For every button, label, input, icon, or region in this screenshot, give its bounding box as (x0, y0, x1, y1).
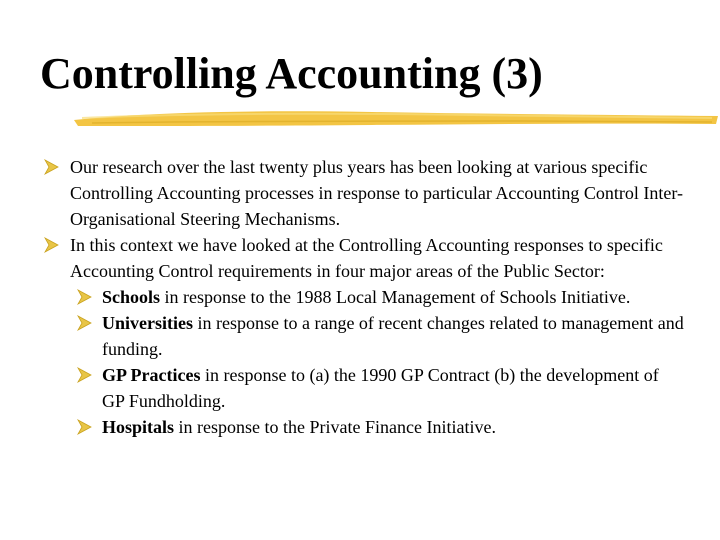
sub-bullet-text: in response to (a) the 1990 GP Contract (b) the development of GP Fundholding. (102, 365, 659, 411)
bullet-text: In this context we have looked at the Controlling Accounting responses to specific Accounting Control requirements in four major areas of the Public Sector: (70, 235, 663, 281)
slide-title: Controlling Accounting (3) (40, 49, 543, 98)
bullet-item (44, 232, 684, 284)
bullet-item (44, 154, 684, 232)
sub-bullet-bold-term: GP Practices (102, 365, 201, 385)
sub-bullet-bold-term: Schools (102, 287, 161, 307)
sub-bullet-bold-term: Hospitals (102, 417, 175, 437)
sub-bullet-text: in response to a range of recent changes related to management and funding. (102, 313, 684, 359)
sub-bullet-item-gp-practices (77, 362, 684, 414)
arrowhead-bullet-icon (77, 419, 92, 435)
bullet-text: Our research over the last twenty plus years has been looking at various specific Controlling Accounting processes in response to particular Accounting Control Inter-Organisational Steering Mechanisms. (70, 157, 684, 229)
sub-bullet-item-hospitals (77, 414, 684, 440)
sub-bullet-bold-term: Universities (102, 313, 193, 333)
arrowhead-bullet-icon (44, 159, 59, 175)
bullet-list (44, 154, 684, 440)
sub-bullet-item-universities (77, 310, 684, 362)
arrowhead-bullet-icon (77, 289, 92, 305)
arrowhead-bullet-icon (44, 237, 59, 253)
sub-bullet-text: in response to the Private Finance Initiative. (174, 417, 496, 437)
title-underline-brushstroke (72, 106, 720, 132)
arrowhead-bullet-icon (77, 315, 92, 331)
arrowhead-bullet-icon (77, 367, 92, 383)
sub-bullet-text: in response to the 1988 Local Management of Schools Initiative. (160, 287, 631, 307)
sub-bullet-item-schools (77, 284, 684, 310)
